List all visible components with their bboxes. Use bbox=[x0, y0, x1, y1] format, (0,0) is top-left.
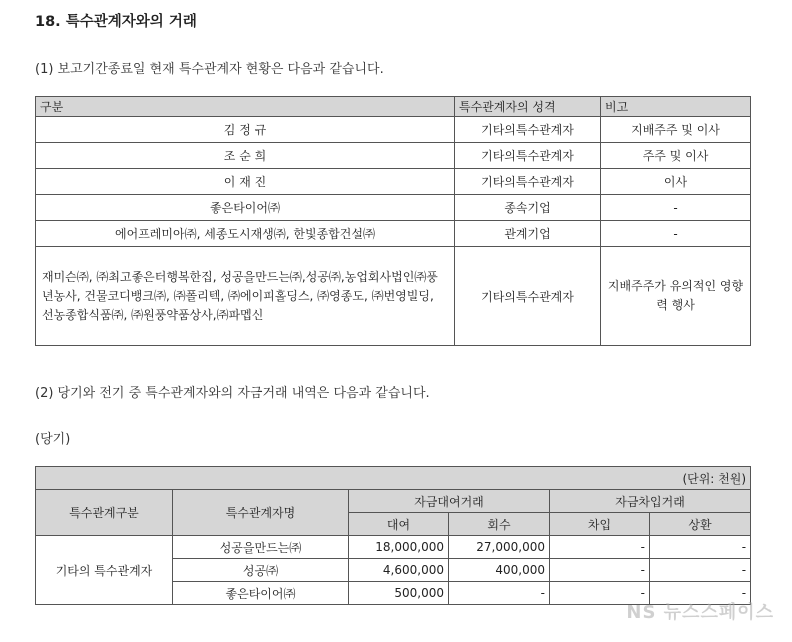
party-nature: 관계기업 bbox=[455, 221, 601, 247]
header-category: 구분 bbox=[36, 97, 455, 117]
lend-amount: 4,600,000 bbox=[349, 559, 449, 582]
header-party-name: 특수관계자명 bbox=[173, 490, 349, 536]
unit-label: (단위: 천원) bbox=[36, 467, 751, 490]
party-name: 이 재 진 bbox=[36, 169, 455, 195]
party-remark: - bbox=[601, 221, 751, 247]
header-category: 특수관계구분 bbox=[36, 490, 173, 536]
section-title: 18. 특수관계자와의 거래 bbox=[35, 14, 197, 30]
party-name: 좋은타이어㈜ bbox=[36, 195, 455, 221]
party-name: 성공㈜ bbox=[173, 559, 349, 582]
table-row bbox=[36, 536, 751, 559]
collect-amount: 400,000 bbox=[449, 559, 550, 582]
party-remark: 지배주주 및 이사 bbox=[601, 117, 751, 143]
table-row bbox=[36, 195, 751, 221]
table-row bbox=[36, 117, 751, 143]
party-remark: 주주 및 이사 bbox=[601, 143, 751, 169]
related-party-table bbox=[35, 96, 751, 346]
header-collect: 회수 bbox=[449, 513, 550, 536]
paragraph-1: (1) 보고기간종료일 현재 특수관계자 현황은 다음과 같습니다. bbox=[35, 62, 384, 77]
borrow-amount: - bbox=[550, 582, 650, 605]
header-remark: 비고 bbox=[601, 97, 751, 117]
party-name: 성공을만드는㈜ bbox=[173, 536, 349, 559]
party-category: 기타의 특수관계자 bbox=[36, 536, 173, 605]
header-lend: 대여 bbox=[349, 513, 449, 536]
table-row bbox=[36, 247, 751, 346]
fund-transaction-table bbox=[35, 466, 751, 605]
party-remark: 이사 bbox=[601, 169, 751, 195]
table-header-row bbox=[36, 490, 751, 513]
party-name: 재미슨㈜, ㈜최고좋은터행복한집, 성공을만드는㈜,성공㈜,농업회사법인㈜풍년농사, 건물코디뱅크㈜, ㈜폴리텍, ㈜에이피홀딩스, ㈜영종도, ㈜번영빌딩, 선농종합식품㈜, ㈜원풍약품상사,㈜파멥신 bbox=[36, 247, 455, 346]
header-nature: 특수관계자의 성격 bbox=[455, 97, 601, 117]
party-nature: 종속기업 bbox=[455, 195, 601, 221]
paragraph-2: (2) 당기와 전기 중 특수관계자와의 자금거래 내역은 다음과 같습니다. bbox=[35, 386, 430, 401]
header-borrow-transactions: 자금차입거래 bbox=[550, 490, 751, 513]
lend-amount: 18,000,000 bbox=[349, 536, 449, 559]
party-name: 조 순 희 bbox=[36, 143, 455, 169]
header-repay: 상환 bbox=[650, 513, 751, 536]
borrow-amount: - bbox=[550, 536, 650, 559]
table-row bbox=[36, 169, 751, 195]
repay-amount: - bbox=[650, 536, 751, 559]
lend-amount: 500,000 bbox=[349, 582, 449, 605]
table-row bbox=[36, 143, 751, 169]
table-header-row bbox=[36, 97, 751, 117]
collect-amount: 27,000,000 bbox=[449, 536, 550, 559]
unit-row bbox=[36, 467, 751, 490]
period-label: (당기) bbox=[35, 432, 71, 447]
party-nature: 기타의특수관계자 bbox=[455, 117, 601, 143]
party-nature: 기타의특수관계자 bbox=[455, 247, 601, 346]
header-borrowing: 차입 bbox=[550, 513, 650, 536]
party-name: 김 정 규 bbox=[36, 117, 455, 143]
party-remark: - bbox=[601, 195, 751, 221]
table-row bbox=[36, 221, 751, 247]
party-name: 에어프레미아㈜, 세종도시재생㈜, 한빛종합건설㈜ bbox=[36, 221, 455, 247]
party-name: 좋은타이어㈜ bbox=[173, 582, 349, 605]
party-nature: 기타의특수관계자 bbox=[455, 169, 601, 195]
borrow-amount: - bbox=[550, 559, 650, 582]
repay-amount: - bbox=[650, 582, 751, 605]
collect-amount: - bbox=[449, 582, 550, 605]
party-remark: 지배주주가 유의적인 영향력 행사 bbox=[601, 247, 751, 346]
repay-amount: - bbox=[650, 559, 751, 582]
watermark-logo: NS 뉴스스페이스 bbox=[626, 602, 774, 623]
party-nature: 기타의특수관계자 bbox=[455, 143, 601, 169]
header-loan-transactions: 자금대여거래 bbox=[349, 490, 550, 513]
